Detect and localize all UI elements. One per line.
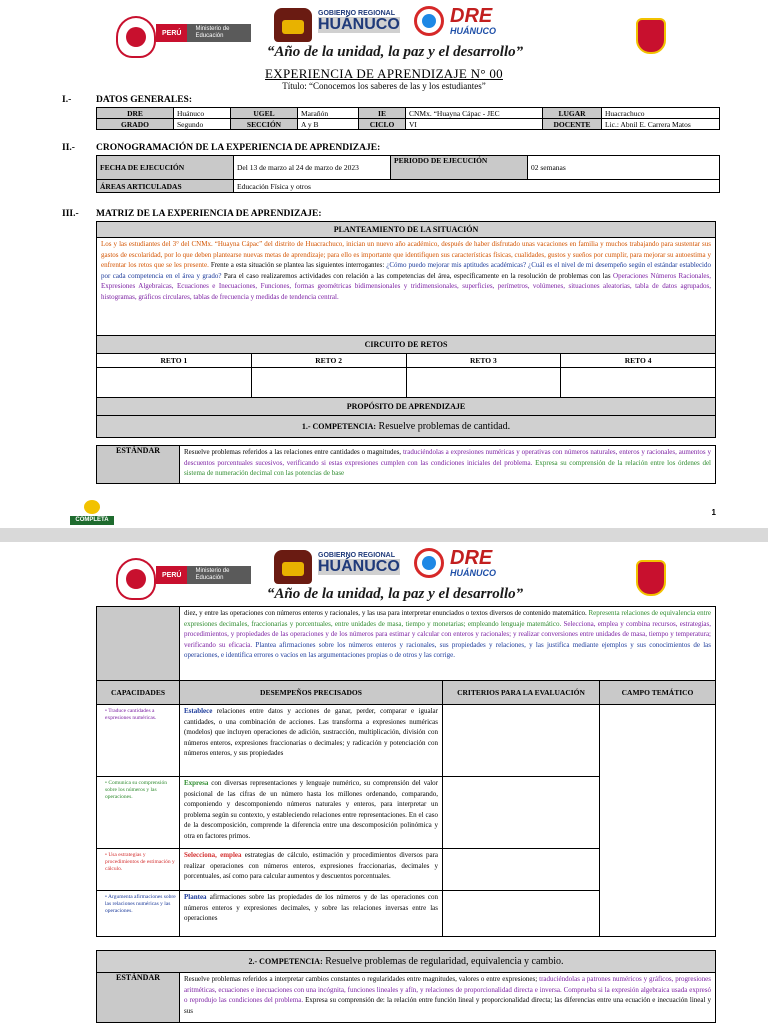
competencia-2-prefix: 2.- COMPETENCIA: — [248, 957, 323, 966]
planteamiento-header: PLANTEAMIENTO DE LA SITUACIÓN — [97, 222, 716, 238]
estandar-2-part3: Expresa su comprensión de: la relación entre función lineal y proporcionalidad directa; las diferencias entre una ecuación e inecuación lineal y sus — [184, 996, 712, 1015]
reto-1-header: RETO 1 — [97, 354, 252, 368]
school-logo — [70, 500, 114, 528]
desempeno-2-text: con diversas representaciones y lenguaje numérico, su comprensión del valor posicional de las cifras de un número hasta los millones ordenando, comparando, componiendo y descomponiendo números naturales y enteros, para interpretar un problema según su contexto, y estableciendo relaciones entre representaciones. En el caso de la descomposición, comprende la diferencia entre una descomposición polinómica y otra en factores primos. — [184, 779, 438, 840]
gobierno-regional-logo-icon — [274, 8, 312, 42]
ministry-label: Ministerio de Educación — [187, 566, 251, 584]
estandar-1-part2: traduciéndolas a expresiones numéricas y operativas con números naturales, enteros y racionales, aumentos y descuentos porcentuales sucesivos, verificando si estas expresiones cumplen con las condiciones iniciales del problema. — [184, 448, 711, 467]
competencia-2-table — [96, 950, 716, 1023]
estandar-1-label: ESTÁNDAR — [97, 446, 180, 484]
desempeno-1 — [180, 705, 443, 777]
section-title: DATOS GENERALES: — [96, 95, 192, 105]
ugel-value-cell: Marañón — [298, 108, 359, 119]
peru-label: PERÚ — [156, 566, 187, 584]
reto-4-header: RETO 4 — [561, 354, 716, 368]
estandar-cont-part4: Plantea afirmaciones sobre los números enteros y racionales, sus propiedades y relaciones, y las justifica mediante ejemplos y sus conocimientos de las operaciones, e identifica errores o vacíos en las argumentaciones propias o de otros y las corrige. — [184, 640, 711, 659]
document-title — [0, 66, 768, 82]
areas-value-cell: Educación Física y otros — [234, 180, 720, 193]
ciclo-value-cell: VI — [406, 119, 543, 130]
ministry-label: Ministerio de Educación — [187, 24, 251, 42]
estandar-2-part1: Resuelve problemas referidos a interpretar cambios constantes o regularidades entre magnitudes, valores o entre expresiones; — [184, 975, 538, 983]
desempeno-4-key: Plantea — [184, 893, 207, 901]
capacidad-4-text: Argumenta afirmaciones sobre las relaciones numéricas y las operaciones. — [105, 894, 176, 914]
grado-label-cell: GRADO — [97, 119, 174, 130]
campo-tematico-header: CAMPO TEMÁTICO — [600, 681, 716, 705]
estandar-cont-part3: Selecciona, emplea y combina recursos, estrategias, procedimientos, y propiedades de las operaciones y de los números para estimar y calcular con enteros y racionales; y realizar conversiones entre unidades de masa, tiempo y temperatura; verificando su eficacia. — [184, 619, 712, 649]
estandar-1-continued-table — [96, 606, 716, 681]
planteamiento-activities: Para el caso realizaremos actividades con relación a las competencias del área, específicamente en la resolución de problemas con las — [221, 271, 611, 280]
ugel-shield-icon — [636, 18, 666, 54]
sun-icon — [84, 500, 100, 514]
estandar-1-text — [180, 446, 716, 484]
dre-logo-icon — [414, 6, 444, 36]
reto-2-header: RETO 2 — [251, 354, 406, 368]
reto-4-cell — [561, 368, 716, 398]
competencia-2-row — [97, 951, 716, 973]
seccion-value-cell: A y B — [298, 119, 359, 130]
gob-regional-label: GOBIERNO REGIONAL — [318, 10, 396, 17]
desempeno-3-key: Selecciona, emplea — [184, 851, 242, 859]
estandar-1-part1: Resuelve problemas referidos a las relaciones entre cantidades o magnitudes, — [184, 448, 402, 456]
criterios-header: CRITERIOS PARA LA EVALUACIÓN — [443, 681, 600, 705]
estandar-2-text — [180, 973, 716, 1023]
gobierno-regional-logo-icon — [274, 550, 312, 584]
capacidad-4: • Argumenta afirmaciones sobre las relaciones numéricas y las operaciones. — [97, 891, 180, 937]
desempenos-header: DESEMPEÑOS PRECISADOS — [180, 681, 443, 705]
year-motto: “Año de la unidad, la paz y el desarrollo” — [266, 44, 524, 60]
ie-label-cell: IE — [359, 108, 406, 119]
desempeno-1-text: relaciones entre datos y acciones de ganar, perder, comparar e igualar cantidades, o una combinación de acciones. Las transforma a expresiones numéricas (modelos) que incluyen operaciones de adición, sustracción, multiplicación, división con números enteros, expresiones fraccionarias o decimales; y radicación y potenciación con números enteros, y sus propiedades — [184, 707, 438, 757]
section-number: I.- — [62, 95, 72, 105]
estandar-1-part3: Expresa su comprensión de la relación entre los órdenes del sistema de numeración decimal con las potencias de base — [184, 458, 712, 477]
lugar-label-cell: LUGAR — [543, 108, 602, 119]
proposito-header: PROPÓSITO DE APRENDIZAJE — [97, 398, 716, 416]
docente-value-cell: Lic.: Abnil E. Carrera Matos — [602, 119, 720, 130]
ugel-shield-icon — [636, 560, 666, 596]
dre-logo-icon — [414, 548, 444, 578]
desempeno-2 — [180, 777, 443, 849]
desempeno-4-text: afirmaciones sobre las propiedades de los números y de las operaciones con números enteros y expresiones decimales, y sobre las relaciones inversas entre las operaciones — [184, 893, 438, 922]
section-3-heading — [62, 209, 321, 219]
criterio-3-cell — [443, 849, 600, 891]
capacidad-3-text: Usa estrategias y procedimientos de estimación y cálculo. — [105, 852, 175, 872]
desempeno-2-key: Expresa — [184, 779, 209, 787]
reto-3-header: RETO 3 — [406, 354, 561, 368]
lugar-value-cell: Huacrachuco — [602, 108, 720, 119]
dre-logo-text — [450, 548, 496, 578]
capacidad-2-text: Comunica su comprensión sobre los números y las operaciones. — [105, 780, 167, 800]
estandar-cont-part2: Representa relaciones de equivalencia entre expresiones decimales, fraccionarias y porcentuales, entre unidades de masa, tiempo y monetarias; empleando lenguaje matemático. — [184, 609, 712, 628]
document-title-text: EXPERIENCIA DE APRENDIZAJE N° 00 — [265, 66, 503, 81]
capacidad-3: • Usa estrategias y procedimientos de estimación y cálculo. — [97, 849, 180, 891]
ugel-label-cell: UGEL — [231, 108, 298, 119]
page-2 — [0, 542, 768, 1024]
criterio-4-cell — [443, 891, 600, 937]
reto-3-cell — [406, 368, 561, 398]
criterio-1-cell — [443, 705, 600, 777]
periodo-label-cell: PERIODO DE EJECUCIÓN — [391, 156, 528, 180]
year-motto: “Año de la unidad, la paz y el desarrollo” — [266, 586, 524, 602]
planteamiento-context: Los y las estudiantes del 3° del CNMx. “Huayna Cápac” del distrito de Huacrachuco, inician un nuevo año académico, después de haber disfrutado unas vacaciones en familia y muchos trabajando para sustentar sus gastos de escolaridad, por lo que deben plantearse nuevas metas de aprendizaje; para ello es importante que identifiquen sus características físicas, cualidades, gustos y sueños por cumplir, para mejorar su autoestima y enfrentar los retos que se les presente. — [101, 240, 711, 269]
competencia-2-name: Resuelve problemas de regularidad, equivalencia y cambio. — [322, 956, 564, 967]
desempeno-1-key: Establece — [184, 707, 213, 715]
desempeno-4 — [180, 891, 443, 937]
datos-generales-table — [96, 107, 720, 130]
huanuco-label: HUÁNUCO — [318, 16, 400, 33]
header-logos — [0, 0, 768, 66]
docente-label-cell: DOCENTE — [543, 119, 602, 130]
dre-sub-label: HUÁNUCO — [450, 568, 496, 578]
reto-2-cell — [251, 368, 406, 398]
matriz-table — [96, 221, 716, 438]
section-2-heading — [62, 143, 380, 153]
circuito-retos-header: CIRCUITO DE RETOS — [97, 336, 716, 354]
header-logos-page-2 — [0, 542, 768, 608]
capacidad-1: • Traduce cantidades a expresiones numéricas. — [97, 705, 180, 777]
reto-1-cell — [97, 368, 252, 398]
estandar-1-table — [96, 445, 716, 484]
planteamiento-intro: Frente a esta situación se plantea las siguientes interrogantes: — [208, 261, 385, 269]
section-number: III.- — [62, 209, 79, 219]
desempeno-3 — [180, 849, 443, 891]
gob-regional-label: GOBIERNO REGIONAL — [318, 552, 396, 559]
dre-sub-label: HUÁNUCO — [450, 26, 496, 36]
planteamiento-topics: Operaciones Números Racionales, Expresiones Algebraicas, Ecuaciones e Inecuaciones, Funciones, formas geométricas bidimensionales y tridimensionales, superficies, perímetros, volúmenes, situaciones aleatorias, tabla de datos agrupados, histogramas, gráficos circulares, tablas de frecuencia y medidas de tendencia central. — [101, 271, 712, 301]
fecha-label-cell: FECHA DE EJECUCIÓN — [97, 156, 234, 180]
gobierno-regional-text — [318, 10, 400, 33]
criterio-2-cell — [443, 777, 600, 849]
ciclo-label-cell: CICLO — [359, 119, 406, 130]
dre-label-cell: DRE — [97, 108, 174, 119]
estandar-cont-part1: diez, y entre las operaciones con números enteros y racionales, y las usa para interpretar enunciados o textos diversos de contenido matemático. — [184, 609, 587, 617]
cronogramacion-table — [96, 155, 720, 193]
dre-label: DRE — [450, 547, 493, 569]
campo-tematico-cell — [600, 705, 716, 937]
capacidades-header: CAPACIDADES — [97, 681, 180, 705]
gobierno-regional-text — [318, 552, 400, 575]
planteamiento-questions: ¿Cómo puedo mejorar mis aptitudes académicas? ¿Cuál es el nivel de mi desempeño según el estándar establecido por cada competencia en el área y grado? — [101, 261, 711, 280]
capacidad-2: • Comunica su comprensión sobre los números y las operaciones. — [97, 777, 180, 849]
planteamiento-text — [97, 238, 716, 336]
page-number: 1 — [711, 508, 716, 517]
dre-logo-text — [450, 6, 496, 36]
areas-label-cell: ÁREAS ARTICULADAS — [97, 180, 234, 193]
peru-shield-icon — [116, 558, 156, 600]
section-title: CRONOGRAMACIÓN DE LA EXPERIENCIA DE APRENDIZAJE: — [96, 143, 381, 153]
estandar-1-continued-label — [97, 607, 180, 681]
ie-value-cell: CNMx. “Huayna Cápac - JEC — [406, 108, 543, 119]
document-subtitle: Título: “Conocemos los saberes de las y los estudiantes” — [282, 81, 486, 91]
huanuco-label: HUÁNUCO — [318, 558, 400, 575]
ministry-logo — [156, 24, 251, 42]
periodo-value-cell: 02 semanas — [528, 156, 720, 180]
school-logo-label: COMPLETA — [70, 516, 114, 525]
competencia-1-name: Resuelve problemas de cantidad. — [376, 421, 511, 432]
section-title: MATRIZ DE LA EXPERIENCIA DE APRENDIZAJE: — [96, 209, 322, 219]
seccion-label-cell: SECCIÓN — [231, 119, 298, 130]
ministry-logo — [156, 566, 251, 584]
competencia-1-row — [97, 416, 716, 438]
dre-label: DRE — [450, 5, 493, 27]
estandar-2-part2: traduciéndolas a patrones numéricos y gráficos, progresiones aritméticas, ecuaciones e inecuaciones con una incógnita, funciones lineales y afín, y relaciones de proporcionalidad directa e inversa. Comprueba si la expresión algebraica usada expresó o reprodujo las condiciones del problema. — [184, 975, 711, 1004]
desempeno-3-text: estrategias de cálculo, estimación y procedimientos diversos para realizar operaciones con números enteros, expresiones fraccionarias, decimales y porcentuales, así como para calcular aumentos y descuentos porcentuales. — [184, 851, 438, 880]
capacidad-1-text: Traduce cantidades a expresiones numéricas. — [105, 708, 157, 721]
fecha-value-cell: Del 13 de marzo al 24 de marzo de 2023 — [234, 156, 391, 180]
estandar-1-continued-text — [180, 607, 716, 681]
peru-shield-icon — [116, 16, 156, 58]
estandar-2-label: ESTÁNDAR — [97, 973, 180, 1023]
section-number: II.- — [62, 143, 75, 153]
capacidades-table — [96, 680, 716, 937]
peru-label: PERÚ — [156, 24, 187, 42]
section-1-heading — [62, 95, 192, 105]
dre-value-cell: Huánuco — [174, 108, 231, 119]
competencia-1-prefix: 1.- COMPETENCIA: — [301, 422, 377, 431]
grado-value-cell: Segundo — [174, 119, 231, 130]
